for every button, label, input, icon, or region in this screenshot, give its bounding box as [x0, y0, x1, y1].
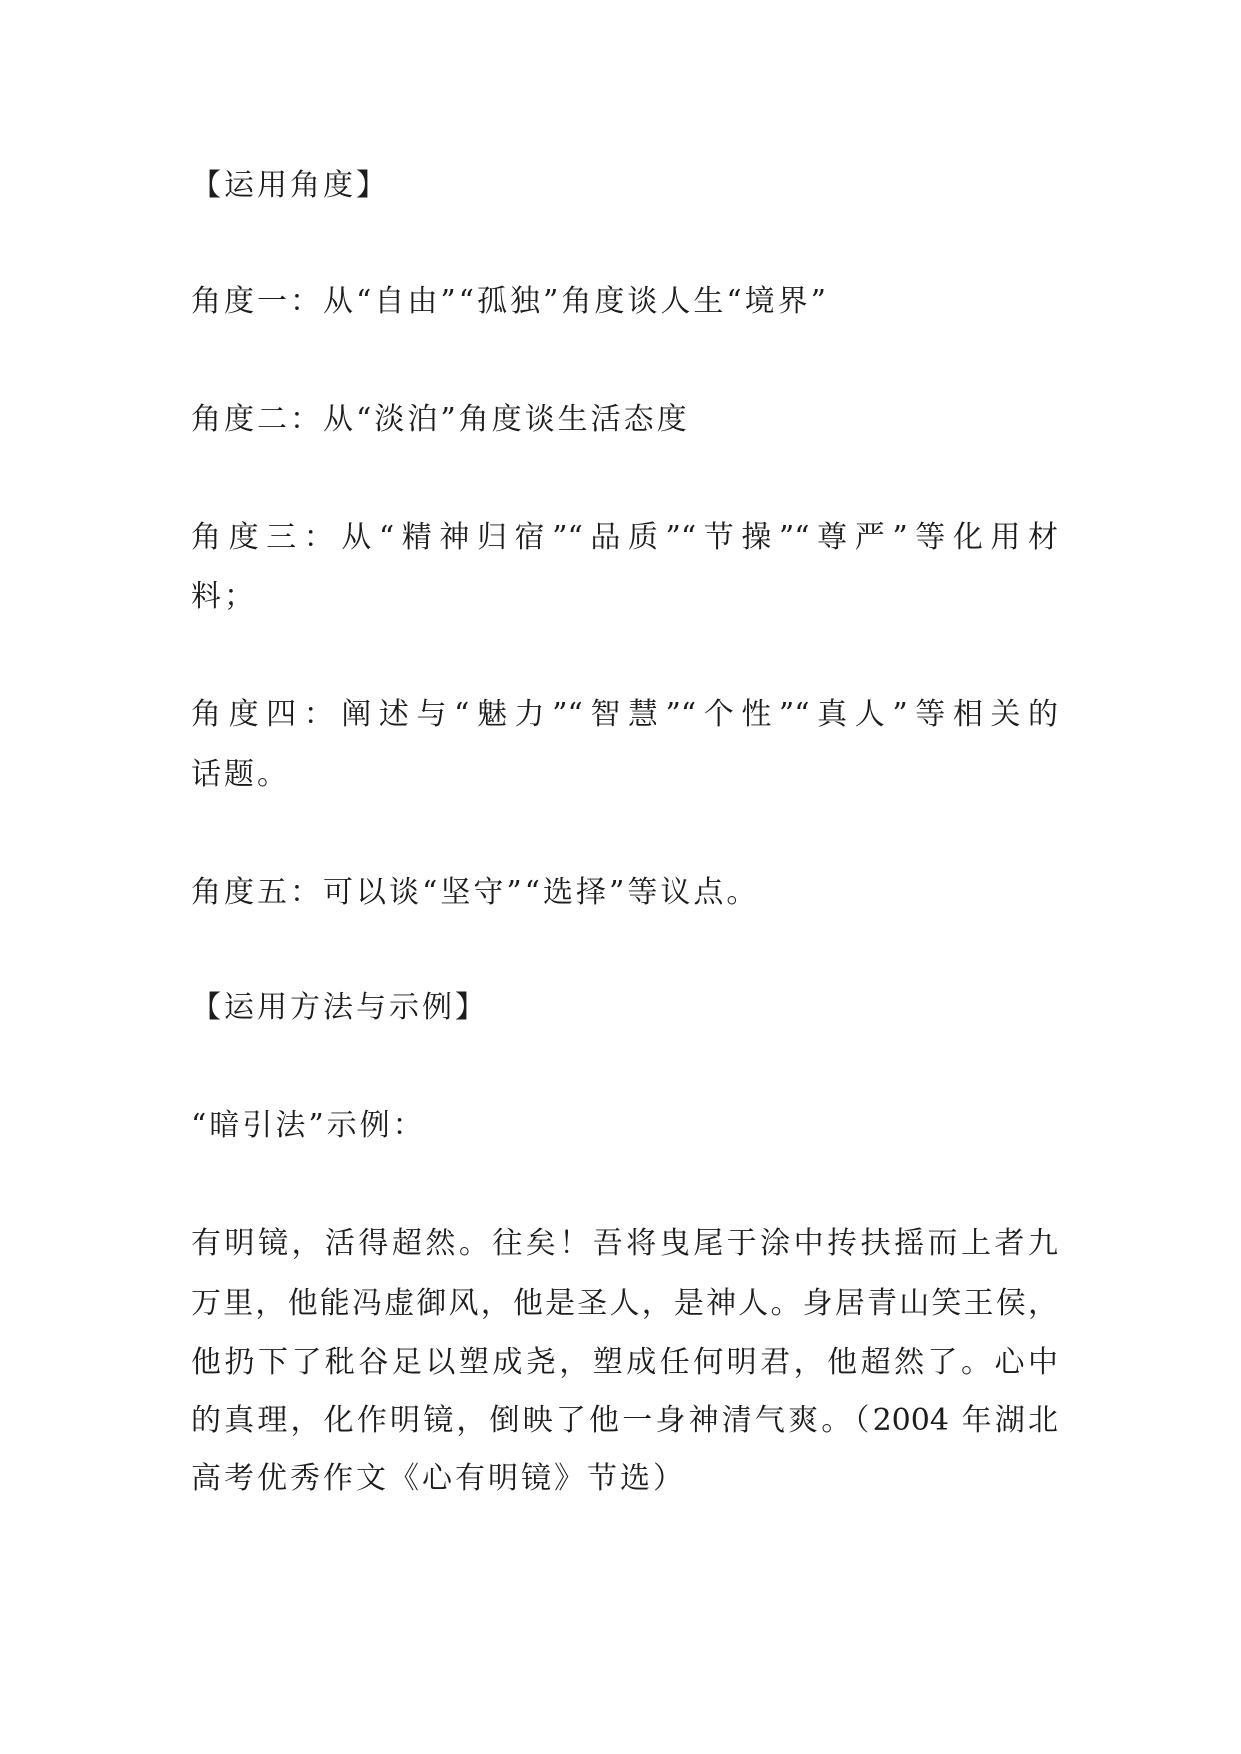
section-heading-methods: 【运用方法与示例】 — [191, 990, 488, 1025]
angle-item-5: 角度五：可以谈“坚守”“选择”等议点。 — [191, 875, 760, 910]
paragraph-line: 他扔下了秕谷足以塑成尧，塑成任何明君，他超然了。心中 — [191, 1345, 1058, 1380]
angle-item-3-line-2: 料； — [191, 579, 257, 614]
angle-item-2: 角度二：从“淡泊”角度谈生活态度 — [191, 402, 690, 437]
example-label: “暗引法”示例： — [191, 1108, 426, 1143]
angle-item-4-line-1: 角度四：阐述与“魅力”“智慧”“个性”“真人”等相关的 — [191, 697, 1058, 732]
angle-item-4-line-2: 话题。 — [191, 757, 290, 792]
section-heading-angles: 【运用角度】 — [191, 168, 389, 203]
paragraph-line: 的真理，化作明镜，倒映了他一身神清气爽。（2004 年湖北 — [191, 1403, 1058, 1438]
paragraph-line: 万里，他能冯虚御风，他是圣人，是神人。身居青山笑王侯， — [191, 1286, 1058, 1321]
paragraph-line: 高考优秀作文《心有明镜》节选） — [191, 1461, 686, 1496]
paragraph-line: 有明镜，活得超然。往矣！吾将曳尾于涂中抟扶摇而上者九 — [191, 1226, 1058, 1261]
angle-item-3-line-1: 角度三：从“精神归宿”“品质”“节操”“尊严”等化用材 — [191, 520, 1058, 555]
angle-item-1: 角度一：从“自由”“孤独”角度谈人生“境界” — [191, 284, 830, 319]
